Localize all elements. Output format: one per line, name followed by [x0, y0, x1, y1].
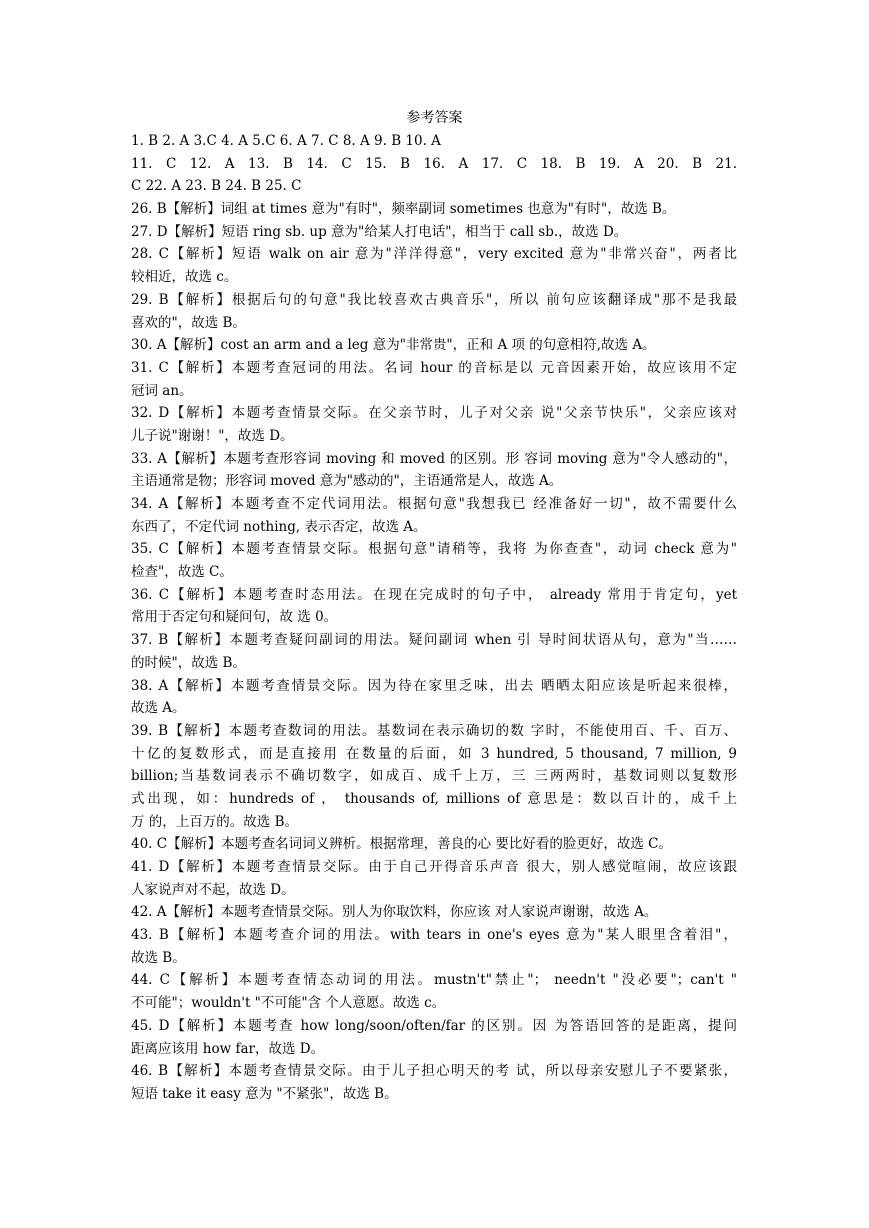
answer-line: 37. B【解析】本题考查疑问副词的用法。疑问副词 when 引 导时间状语从句，意为"当……	[131, 632, 737, 649]
answer-line: 41. D【解析】本题考查情景交际。由于自己开得音乐声音 很大，别人感觉喧闹，故应该跟	[131, 859, 737, 875]
answer-line: 故选 A。	[131, 700, 186, 717]
answer-line: 儿子说"谢谢！"，故选 D。	[131, 427, 294, 444]
answer-line: 11. C 12. A 13. B 14. C 15. B 16. A 17. C 18. B 19. A 20. B 21.	[131, 155, 737, 172]
answer-line: 34. A【解析】本题考查不定代词用法。根据句意"我想我已 经准备好一切"，故不需要什么	[131, 496, 737, 512]
answer-line: 喜欢的"，故选 B。	[131, 314, 246, 331]
answer-line: 40. C【解析】本题考查名词词义辨析。根据常理，善良的心 要比好看的脸更好，故选 C。	[131, 836, 673, 853]
answer-line: 万 的，上百万的。故选 B。	[131, 813, 299, 830]
answer-line: 不可能"；wouldn't "不可能"含 个人意愿。故选 c。	[131, 995, 446, 1012]
answer-line: 十亿的复数形式，而是直接用 在数量的后面，如 3 hundred, 5 thousand, 7 million, 9	[131, 745, 737, 762]
answer-line: 33. A【解析】本题考查形容词 moving 和 moved 的区别。形 容词 moving 意为"令人感动的"，	[131, 450, 737, 467]
answer-line: 32. D【解析】本题考查情景交际。在父亲节时，儿子对父亲 说"父亲节快乐"，父亲应该对	[131, 405, 737, 422]
answer-line: 常用于否定句和疑问句，故 选 0。	[131, 609, 338, 626]
answer-line: 38. A【解析】本题考查情景交际。因为待在家里乏味，出去 晒晒太阳应该是听起来很棒，	[131, 677, 737, 694]
answer-line: 36. C【解析】本题考查时态用法。在现在完成时的句子中， already 常用于肯定句，yet	[131, 586, 737, 603]
answer-line: 的时候"，故选 B。	[131, 654, 246, 671]
answer-line: 人家说声对不起，故选 D。	[131, 881, 295, 898]
answer-line: 39. B【解析】本题考查数词的用法。基数词在表示确切的数 字时，不能使用百、千、百万、	[131, 722, 737, 739]
answer-line: 冠词 an。	[131, 382, 193, 399]
answer-line: 27. D【解析】短语 ring sb. up 意为"给某人打电话"，相当于 call sb.，故选 D。	[131, 223, 628, 240]
answer-key-body	[131, 130, 737, 1106]
answer-line: 式出现，如：hundreds of ， thousands of, millions of 意思是：数以百计的，成千上	[131, 790, 737, 807]
answer-line: 31. C【解析】本题考查冠词的用法。名词 hour 的音标是以 元音因素开始，故应该用不定	[131, 359, 737, 376]
answer-line: billion;当基数词表示不确切数字，如成百、成千上万，三 三两两时，基数词则以复数形	[131, 768, 737, 785]
answer-line: 43. B【解析】本题考查介词的用法。with tears in one's eyes 意为"某人眼里含着泪"，	[131, 927, 737, 944]
answer-line: 较相近，故选 c。	[131, 269, 238, 286]
answer-line: 故选 B。	[131, 949, 186, 966]
document-title: 参考答案	[406, 110, 463, 126]
answer-line: 1. B 2. A 3.C 4. A 5.C 6. A 7. C 8. A 9. B 10. A	[131, 133, 441, 149]
answer-line: 46. B【解析】本题考查情景交际。由于儿子担心明天的考 试，所以母亲安慰儿子不要紧张，	[131, 1063, 737, 1080]
answer-line: 检查"，故选 C。	[131, 564, 233, 581]
answer-line: 30. A【解析】cost an arm and a leg 意为"非常贵"，正和 A 项 的句意相符,故选 A。	[131, 337, 656, 354]
answer-line: 28. C【解析】短语 walk on air 意为"洋洋得意"，very excited 意为"非常兴奋"，两者比	[131, 246, 737, 263]
answer-line: 29. B【解析】根据后句的句意"我比较喜欢古典音乐"，所以 前句应该翻译成"那不是我最	[131, 291, 737, 308]
answer-line: 距离应该用 how far，故选 D。	[131, 1040, 325, 1057]
answer-line: 主语通常是物；形容词 moved 意为"感动的"，主语通常是人，故选 A。	[131, 473, 563, 490]
answer-line: 东西了，不定代词 nothing, 表示否定，故选 A。	[131, 518, 427, 535]
answer-line: 44. C【解析】本题考查情态动词的用法。mustn't"禁止"； needn't "没必要"；can't "	[131, 972, 737, 989]
answer-line: 26. B【解析】词组 at times 意为"有时"，频率副词 sometimes 也意为"有时"，故选 B。	[131, 201, 676, 218]
answer-line: 35. C【解析】本题考查情景交际。根据句意"请稍等，我将 为你查查"，动词 check 意为"	[131, 541, 737, 558]
answer-line: 45. D【解析】本题考查 how long/soon/often/far 的区别。因 为答语回答的是距离，提问	[131, 1017, 737, 1034]
answer-line: 42. A【解析】本题考查情景交际。别人为你取饮料，你应该 对人家说声谢谢，故选 A。	[131, 904, 658, 921]
answer-line: 短语 take it easy 意为 "不紧张"，故选 B。	[131, 1085, 398, 1102]
answer-line: C 22. A 23. B 24. B 25. C	[131, 178, 302, 195]
